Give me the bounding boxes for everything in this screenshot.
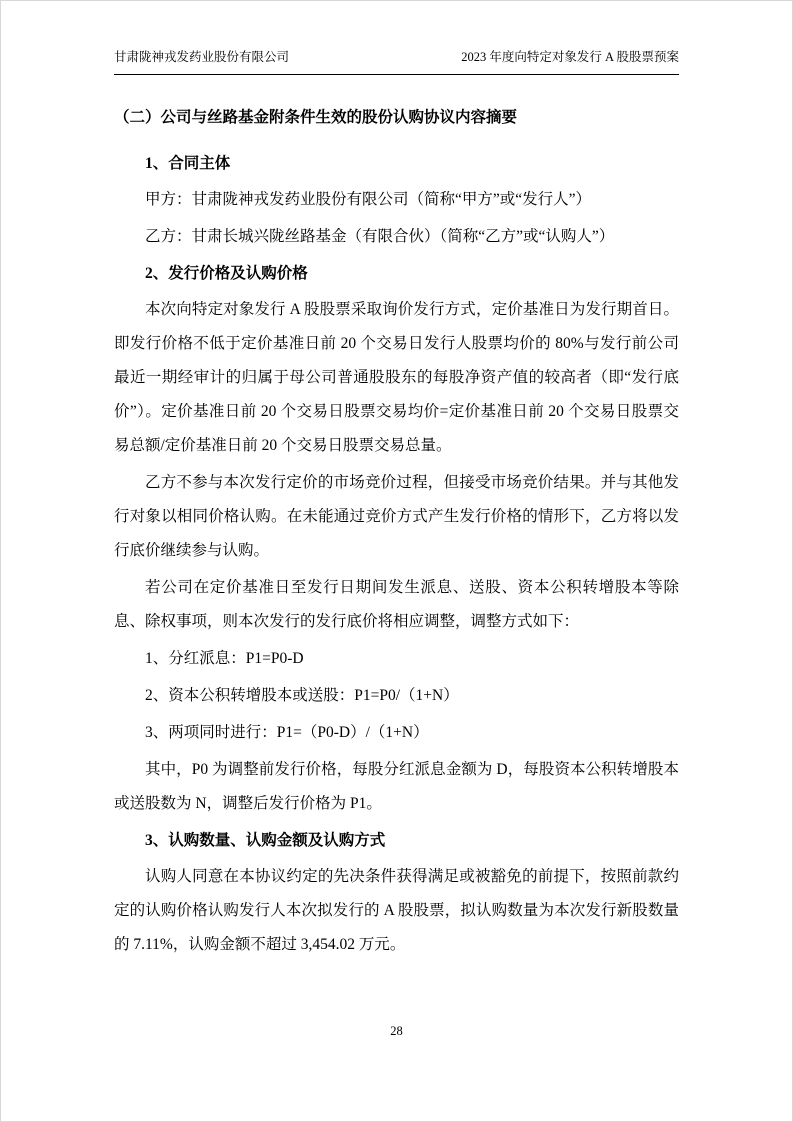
document-body xyxy=(114,101,679,962)
paragraph-variable-definitions: 其中，P0 为调整前发行价格，每股分红派息金额为 D，每股资本公积转增股本或送股数为 N，调整后发行价格为 P1。 xyxy=(114,760,679,812)
formula-both-events: 3、两项同时进行：P1=（P0-D）/（1+N） xyxy=(145,723,429,741)
formula-capital-conversion: 2、资本公积转增股本或送股：P1=P0/（1+N） xyxy=(145,686,459,704)
document-header xyxy=(114,49,679,75)
section-title: （二）公司与丝路基金附条件生效的股份认购协议内容摘要 xyxy=(114,108,518,126)
header-company-name: 甘肃陇神戎发药业股份有限公司 xyxy=(114,50,290,64)
subsection-title-issue-price: 2、发行价格及认购价格 xyxy=(145,264,308,282)
subsection-title-contract-parties: 1、合同主体 xyxy=(145,154,231,172)
paragraph-subscription-amount: 认购人同意在本协议约定的先决条件获得满足或被豁免的前提下，按照前款约定的认购价格认购发行人本次拟发行的 A 股股票，拟认购数量为本次发行新股数量的 7.11%，认购金额不超过 3,454.02 万元。 xyxy=(114,867,679,953)
paragraph-no-bidding: 乙方不参与本次发行定价的市场竞价过程，但接受市场竞价结果。并与其他发行对象以相同价格认购。在未能通过竞价方式产生发行价格的情形下，乙方将以发行底价继续参与认购。 xyxy=(114,473,679,559)
formula-dividend: 1、分红派息：P1=P0-D xyxy=(145,649,304,667)
paragraph-adjustment-intro: 若公司在定价基准日至发行日期间发生派息、送股、资本公积转增股本等除息、除权事项，则本次发行的发行底价将相应调整，调整方式如下： xyxy=(114,578,679,630)
header-doc-title: 2023 年度向特定对象发行 A 股股票预案 xyxy=(461,50,679,64)
paragraph-party-b: 乙方：甘肃长城兴陇丝路基金（有限合伙）（简称“乙方”或“认购人”） xyxy=(145,227,615,245)
subsection-title-subscription: 3、认购数量、认购金额及认购方式 xyxy=(145,831,386,849)
paragraph-party-a: 甲方：甘肃陇神戎发药业股份有限公司（简称“甲方”或“发行人”） xyxy=(145,190,592,208)
paragraph-pricing-method: 本次向特定对象发行 A 股股票采取询价发行方式，定价基准日为发行期首日。即发行价格不低于定价基准日前 20 个交易日发行人股票均价的 80%与发行前公司最近一期经审计的归属于母公司普通股股东的每股净资产值的较高者（即“发行底价”）。定价基准日前 20 个交易日股票交易均价=定价基准日前 20 个交易日股票交易总额/定价基准日前 20 个交易日股票交易总量。 xyxy=(114,300,679,454)
page-number: 28 xyxy=(390,1024,403,1038)
document-footer xyxy=(1,1024,792,1039)
